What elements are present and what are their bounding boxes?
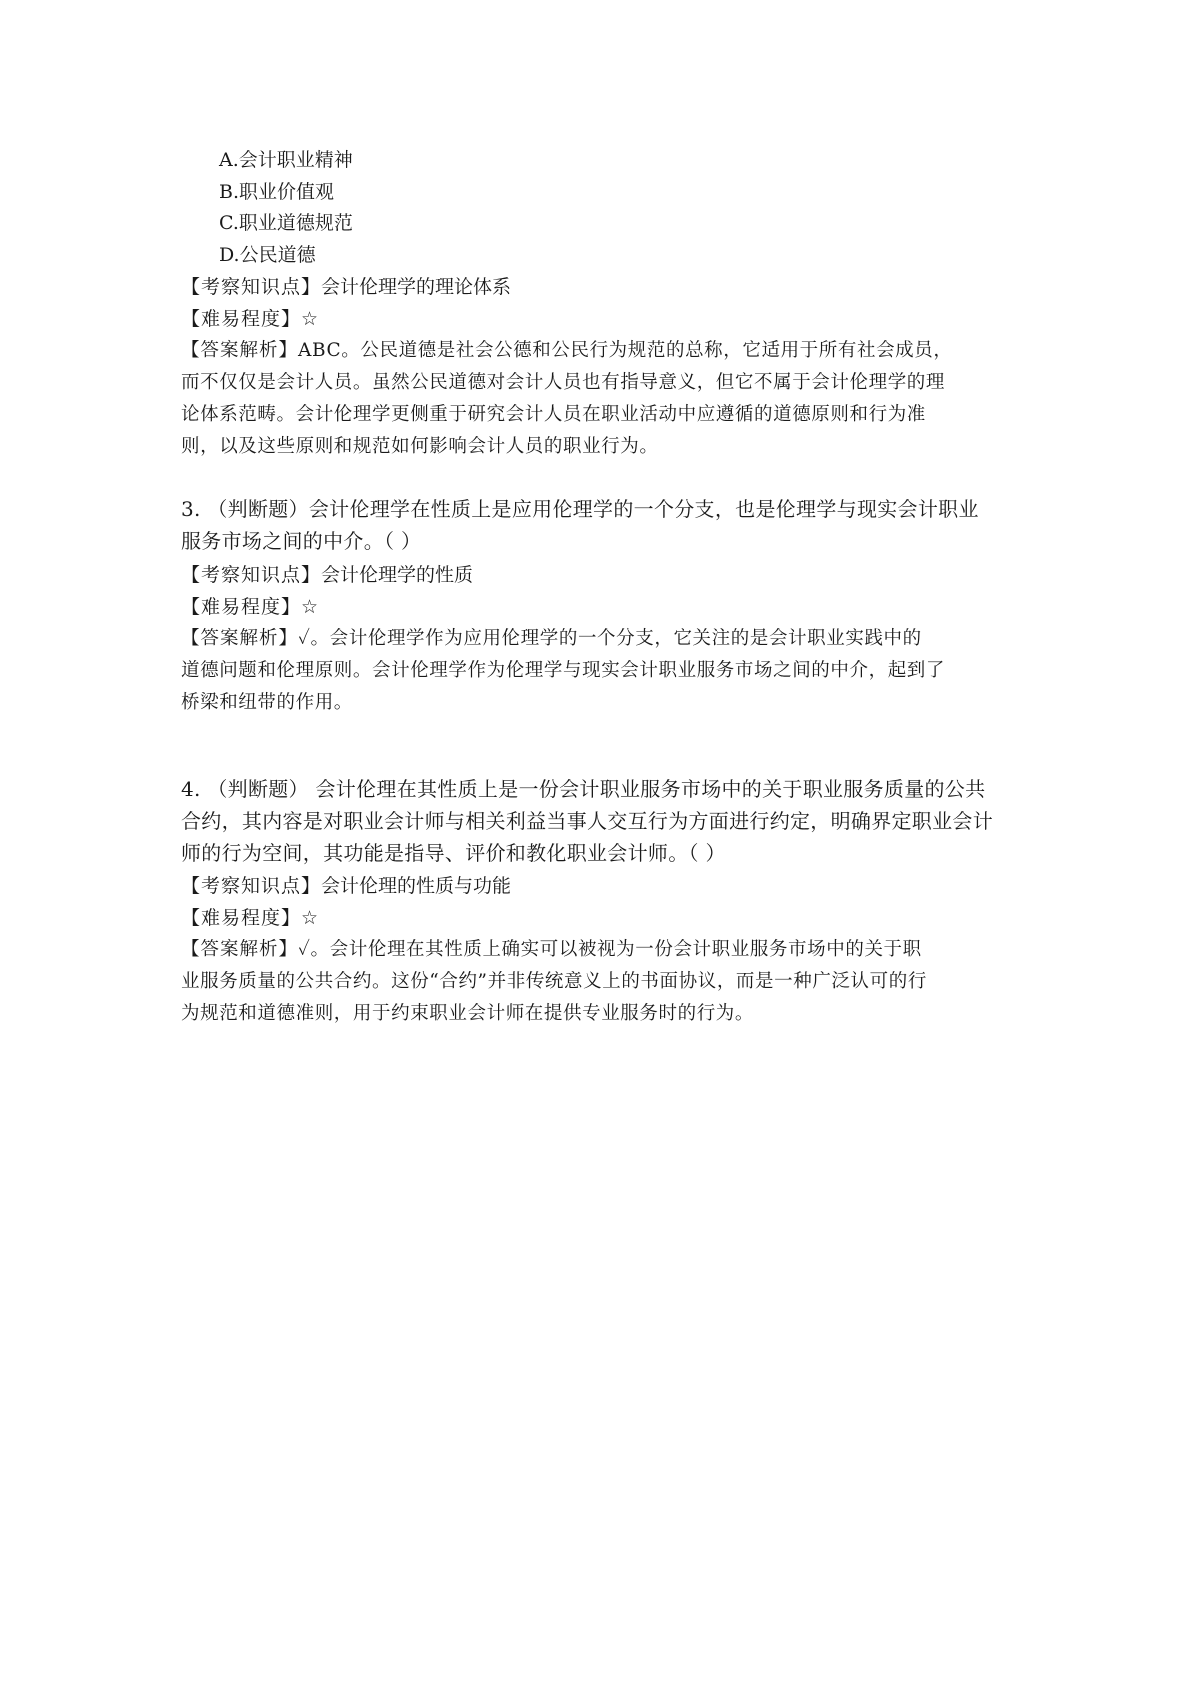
q4-difficulty: [181, 905, 318, 931]
difficulty-label: 【难易程度】: [181, 907, 302, 929]
difficulty-star-icon: ☆: [301, 907, 319, 929]
knowledge-label: 【考察知识点】: [181, 564, 322, 586]
knowledge-value: 会计伦理学的理论体系: [321, 276, 512, 298]
q3-knowledge-point: [181, 562, 473, 588]
q4-question-line-1: 4. （判断题） 会计伦理在其性质上是一份会计职业服务市场中的关于职业服务质量的公共: [181, 777, 986, 801]
q2-option-b: B.职业价值观: [219, 181, 335, 203]
knowledge-value: 会计伦理的性质与功能: [321, 875, 512, 897]
q2-analysis-line-4: 则，以及这些原则和规范如何影响会计人员的职业行为。: [181, 436, 659, 457]
q4-analysis-line-2: 业服务质量的公共合约。这份“合约”并非传统意义上的书面协议，而是一种广泛认可的行: [181, 971, 927, 992]
q2-analysis-line-1: [181, 338, 1021, 364]
difficulty-star-icon: ☆: [301, 308, 319, 330]
analysis-label: 【答案解析】: [181, 628, 299, 649]
analysis-label: 【答案解析】: [181, 939, 299, 960]
q2-difficulty: [181, 306, 318, 332]
q4-analysis-line-3: 为规范和道德准则，用于约束职业会计师在提供专业服务时的行为。: [181, 1003, 755, 1024]
knowledge-label: 【考察知识点】: [181, 875, 322, 897]
knowledge-label: 【考察知识点】: [181, 276, 322, 298]
q3-analysis-line-1: [181, 626, 1021, 652]
q3-question-line-2: 服务市场之间的中介。（ ）: [181, 529, 422, 553]
q2-option-d: D.公民道德: [219, 244, 316, 266]
difficulty-label: 【难易程度】: [181, 308, 302, 330]
q2-option-a: A.会计职业精神: [219, 149, 353, 171]
q3-analysis-line-2: 道德问题和伦理原则。会计伦理学作为伦理学与现实会计职业服务市场之间的中介，起到了: [181, 660, 946, 681]
q2-option-c: C.职业道德规范: [219, 212, 353, 234]
knowledge-value: 会计伦理学的性质: [321, 564, 474, 586]
analysis-text: ✓。会计伦理在其性质上确实可以被视为一份会计职业服务市场中的关于职: [298, 939, 922, 960]
q4-analysis-line-1: [181, 937, 1021, 963]
analysis-text: ✓。会计伦理学作为应用伦理学的一个分支，它关注的是会计职业实践中的: [298, 628, 922, 649]
q2-analysis-line-2: 而不仅仅是会计人员。虽然公民道德对会计人员也有指导意义，但它不属于会计伦理学的理: [181, 372, 946, 393]
q4-question-line-2: 合约，其内容是对职业会计师与相关利益当事人交互行为方面进行约定，明确界定职业会计: [181, 809, 993, 833]
analysis-label: 【答案解析】: [181, 340, 299, 361]
q3-analysis-line-3: 桥梁和纽带的作用。: [181, 692, 353, 713]
analysis-text: ABC。公民道德是社会公德和公民行为规范的总称，它适用于所有社会成员，: [298, 340, 953, 361]
difficulty-star-icon: ☆: [301, 596, 319, 618]
q4-knowledge-point: [181, 873, 511, 899]
q3-difficulty: [181, 594, 318, 620]
q4-question-line-3: 师的行为空间，其功能是指导、评价和教化职业会计师。（ ）: [181, 841, 726, 865]
q2-analysis-line-3: 论体系范畴。会计伦理学更侧重于研究会计人员在职业活动中应遵循的道德原则和行为准: [181, 404, 926, 425]
q3-question-line-1: 3. （判断题）会计伦理学在性质上是应用伦理学的一个分支，也是伦理学与现实会计职业: [181, 497, 979, 521]
difficulty-label: 【难易程度】: [181, 596, 302, 618]
q2-knowledge-point: [181, 274, 511, 300]
